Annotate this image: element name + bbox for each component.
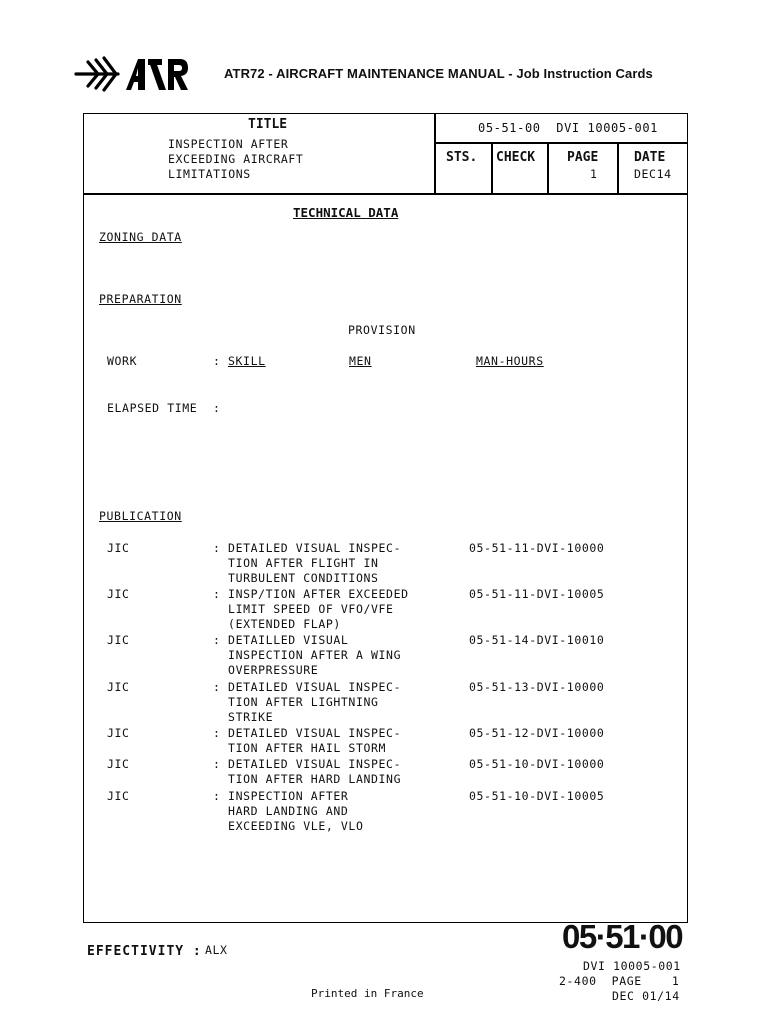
work-label: WORK: [107, 354, 138, 368]
publication-type: JIC: [107, 726, 130, 740]
provision-label: PROVISION: [348, 323, 416, 337]
publication-desc-line: : INSP/TION AFTER EXCEEDED: [213, 587, 409, 601]
publication-ref: 05-51-13-DVI-10000: [469, 680, 605, 694]
man-hours-label: MAN-HOURS: [476, 354, 544, 368]
preparation-label: PREPARATION: [99, 292, 182, 306]
publication-desc-line: : DETAILED VISUAL INSPEC-: [213, 680, 402, 694]
title-line-1: INSPECTION AFTER: [168, 137, 289, 151]
publication-type: JIC: [107, 541, 130, 555]
publication-ref: 05-51-10-DVI-10000: [469, 757, 605, 771]
divider: [434, 142, 687, 144]
publication-desc-line: TION AFTER FLIGHT IN: [213, 556, 379, 570]
sts-label: STS.: [446, 150, 478, 165]
publication-desc-line: : INSPECTION AFTER: [213, 789, 349, 803]
publication-desc-line: HARD LANDING AND: [213, 804, 349, 818]
date-label: DATE: [634, 150, 666, 165]
footer-page-line: 2-400 PAGE 1: [559, 974, 680, 988]
publication-ref: 05-51-12-DVI-10000: [469, 726, 605, 740]
elapsed-time-colon: :: [213, 401, 221, 415]
chapter-number: 05·51·00: [562, 918, 683, 955]
publication-desc-line: OVERPRESSURE: [213, 663, 319, 677]
publication-desc-line: : DETAILED VISUAL INSPEC-: [213, 541, 402, 555]
zoning-data-label: ZONING DATA: [99, 230, 182, 244]
publication-type: JIC: [107, 789, 130, 803]
publication-desc-line: : DETAILED VISUAL INSPEC-: [213, 726, 402, 740]
publication-desc-line: : DETAILLED VISUAL: [213, 633, 349, 647]
publication-ref: 05-51-11-DVI-10005: [469, 587, 605, 601]
publication-desc-line: INSPECTION AFTER A WING: [213, 648, 402, 662]
date-value: DEC14: [634, 167, 672, 181]
footer-doc-ref: DVI 10005-001: [583, 959, 681, 973]
divider: [547, 142, 549, 194]
publication-ref: 05-51-10-DVI-10005: [469, 789, 605, 803]
divider: [617, 142, 619, 194]
effectivity-label: EFFECTIVITY :: [87, 944, 202, 959]
page-value: 1: [590, 167, 598, 181]
title-line-3: LIMITATIONS: [168, 167, 251, 181]
publication-desc-line: : DETAILED VISUAL INSPEC-: [213, 757, 402, 771]
publication-ref: 05-51-14-DVI-10010: [469, 633, 605, 647]
publication-desc-line: (EXTENDED FLAP): [213, 617, 341, 631]
publication-desc-line: TION AFTER HARD LANDING: [213, 772, 402, 786]
technical-data-heading: TECHNICAL DATA: [293, 205, 399, 220]
title-label: TITLE: [248, 117, 288, 132]
publication-desc-line: LIMIT SPEED OF VFO/VFE: [213, 602, 394, 616]
publication-type: JIC: [107, 680, 130, 694]
publication-type: JIC: [107, 757, 130, 771]
divider: [434, 113, 436, 194]
document-reference: 05-51-00 DVI 10005-001: [478, 121, 658, 135]
skill-label: SKILL: [228, 354, 266, 368]
publication-desc-line: TION AFTER HAIL STORM: [213, 741, 387, 755]
divider: [83, 193, 687, 195]
atr-letters: [126, 59, 188, 90]
publication-heading: PUBLICATION: [99, 509, 182, 523]
printed-in-france: Printed in France: [311, 987, 424, 1000]
publication-ref: 05-51-11-DVI-10000: [469, 541, 605, 555]
footer-date-line: DEC 01/14: [612, 989, 680, 1003]
effectivity-value: ALX: [205, 943, 228, 957]
publication-desc-line: STRIKE: [213, 710, 274, 724]
divider: [491, 142, 493, 194]
atr-logo: [74, 56, 190, 92]
title-line-2: EXCEEDING AIRCRAFT: [168, 152, 304, 166]
publication-desc-line: TURBULENT CONDITIONS: [213, 571, 379, 585]
publication-type: JIC: [107, 633, 130, 647]
publication-desc-line: EXCEEDING VLE, VLO: [213, 819, 364, 833]
page-label: PAGE: [567, 150, 599, 165]
work-colon: :: [213, 354, 221, 368]
check-label: CHECK: [496, 150, 536, 165]
elapsed-time-label: ELAPSED TIME: [107, 401, 198, 415]
publication-type: JIC: [107, 587, 130, 601]
arrow-wings-icon: [76, 58, 118, 90]
manual-title: ATR72 - AIRCRAFT MAINTENANCE MANUAL - Job Instruction Cards: [224, 66, 653, 81]
men-label: MEN: [349, 354, 372, 368]
publication-desc-line: TION AFTER LIGHTNING: [213, 695, 379, 709]
